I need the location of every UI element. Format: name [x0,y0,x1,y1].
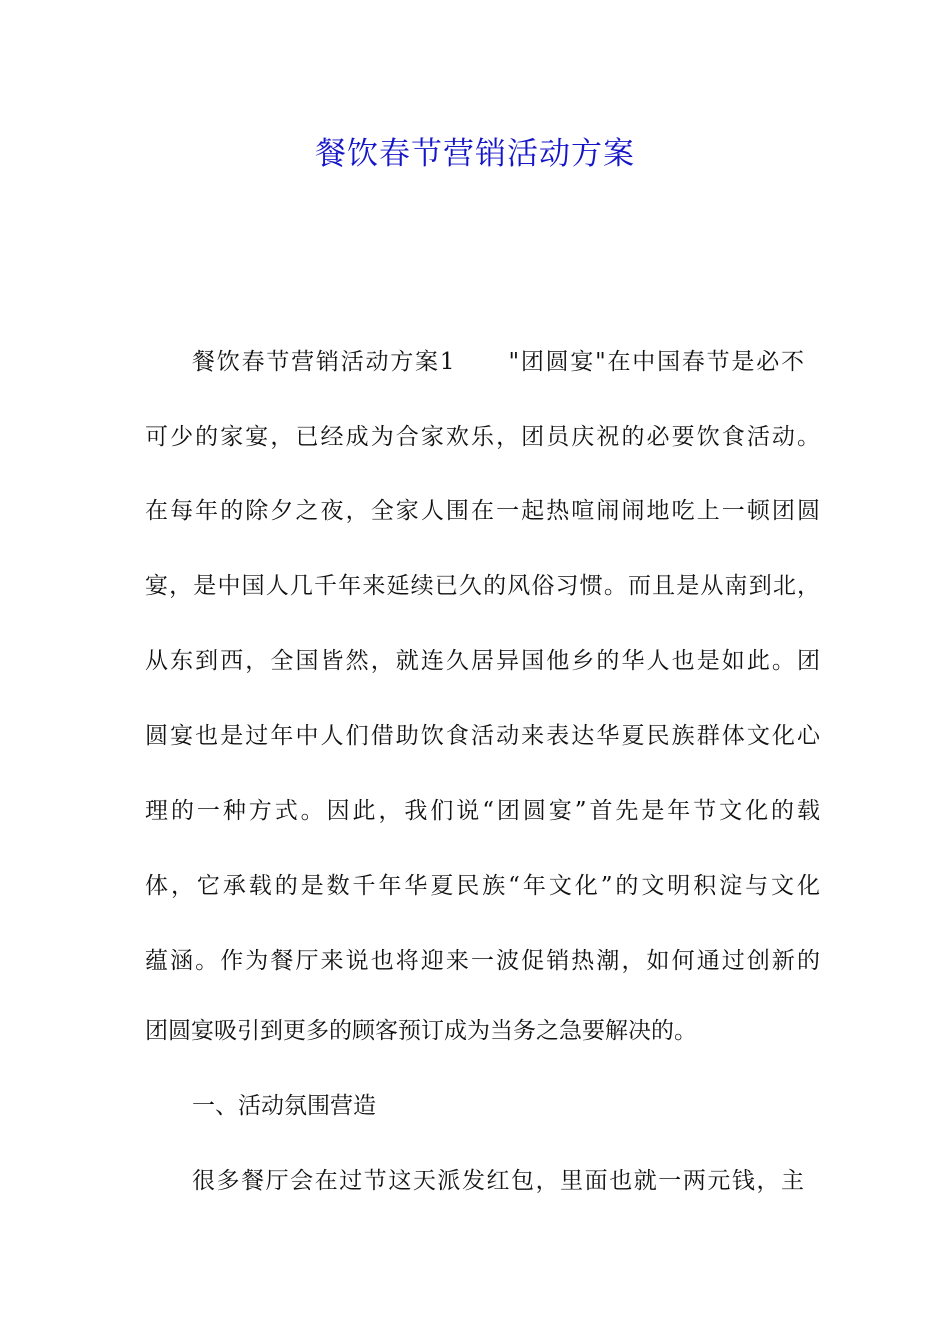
section-first-line: 很多餐厅会在过节这天派发红包，里面也就一两元钱，主 [192,1168,804,1194]
section-heading: 一、活动氛围营造 [192,1093,376,1119]
intro-first-line-text: "团圆宴"在中国春节是必不 [508,349,804,375]
paragraph-line: 从东到西，全国皆然，就连久居异国他乡的华人也是如此。团 [145,648,820,674]
document-title: 餐饮春节营销活动方案 [315,136,635,172]
paragraph-line: 在每年的除夕之夜，全家人围在一起热喧闹闹地吃上一顿团圆 [145,498,820,524]
paragraph-line: 可少的家宴，已经成为合家欢乐，团员庆祝的必要饮食活动。 [145,424,820,450]
intro-heading: 餐饮春节营销活动方案1 [192,349,455,375]
paragraph-line: 体，它承载的是数千年华夏民族“年文化”的文明积淀与文化 [145,873,820,899]
paragraph-last-line: 团圆宴吸引到更多的顾客预订成为当务之急要解决的。 [145,1018,697,1044]
paragraph-line: 圆宴也是过年中人们借助饮食活动来表达华夏民族群体文化心 [145,723,820,749]
paragraph-line: 蕴涵。作为餐厅来说也将迎来一波促销热潮，如何通过创新的 [145,948,820,974]
intro-first-line [192,342,804,382]
paragraph-line: 宴，是中国人几千年来延续已久的风俗习惯。而且是从南到北， [145,573,820,599]
paragraph-line: 理的一种方式。因此，我们说“团圆宴”首先是年节文化的载 [145,798,820,824]
